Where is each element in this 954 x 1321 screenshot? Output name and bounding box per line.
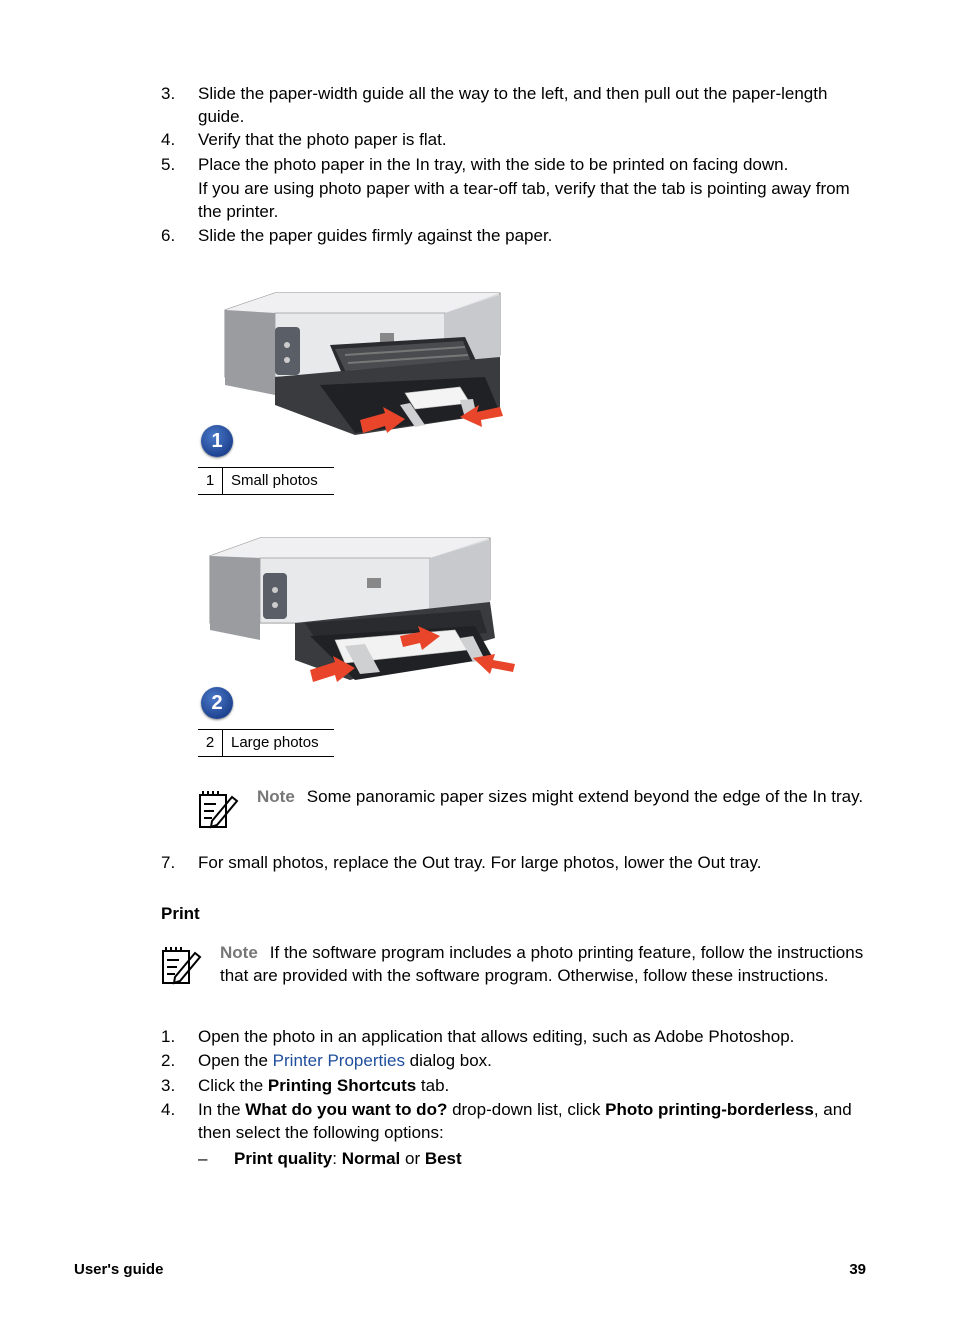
step-5-text: Place the photo paper in the In tray, with the side to be printed on facing down.	[198, 155, 789, 174]
printer-small-photos-illustration	[215, 285, 515, 455]
print-step-3-text	[198, 1074, 868, 1097]
print-step-1-number: 1.	[161, 1027, 176, 1046]
step-5-subtext: If you are using photo paper with a tear-off tab, verify that the tab is pointing away from the printer.	[198, 179, 850, 221]
print-step-2-number: 2.	[161, 1051, 176, 1070]
note-2-label: Note	[220, 943, 258, 962]
figure-1-caption	[198, 467, 334, 495]
figure-2-badge: 2	[201, 687, 233, 719]
step-3-text: Slide the paper-width guide all the way to the left, and then pull out the paper-length guide.	[198, 84, 828, 126]
caption-label: Large photos	[231, 734, 319, 751]
caption-number: 1	[198, 468, 223, 494]
step-7-text: For small photos, replace the Out tray. For large photos, lower the Out tray.	[198, 853, 762, 872]
note-2	[220, 941, 870, 987]
print-step-3-number: 3.	[161, 1076, 176, 1095]
option-dash: –	[198, 1149, 208, 1168]
text-run: Open the	[198, 1051, 273, 1070]
text-run: :	[332, 1149, 342, 1168]
note-icon	[196, 787, 240, 831]
note-1	[257, 785, 869, 808]
caption-number: 2	[198, 730, 223, 756]
footer-guide-title: User's guide	[74, 1261, 164, 1278]
figure-1-badge: 1	[201, 425, 233, 457]
print-quality-option	[234, 1147, 854, 1170]
caption-label: Small photos	[231, 472, 318, 489]
note-2-text: If the software program includes a photo printing feature, follow the instructions that are provided with the software program. Otherwise, follow these instructions.	[220, 943, 864, 985]
option-value-best: Best	[424, 1149, 462, 1168]
text-run: or	[400, 1149, 425, 1168]
step-4-text: Verify that the photo paper is flat.	[198, 130, 447, 149]
figure-2-caption	[198, 729, 334, 757]
text-run: tab.	[416, 1076, 450, 1095]
step-4-number: 4.	[161, 130, 176, 149]
note-1-text: Some panoramic paper sizes might extend beyond the edge of the In tray.	[306, 787, 864, 806]
text-run: dialog box.	[404, 1051, 492, 1070]
note-icon	[159, 943, 203, 987]
print-step-2-text	[198, 1049, 868, 1072]
printing-shortcuts-term: Printing Shortcuts	[267, 1076, 417, 1095]
text-run: Click the	[198, 1076, 268, 1095]
print-step-4-number: 4.	[161, 1100, 176, 1119]
print-heading: Print	[161, 904, 200, 923]
what-do-you-want-term: What do you want to do?	[245, 1100, 448, 1119]
text-run: , and then select the following options:	[198, 1100, 852, 1142]
printer-large-photos-illustration	[205, 528, 525, 693]
step-7-number: 7.	[161, 853, 176, 872]
option-value-normal: Normal	[341, 1149, 401, 1168]
photo-borderless-term: Photo printing-borderless	[605, 1100, 814, 1119]
print-step-1-text: Open the photo in an application that allows editing, such as Adobe Photoshop.	[198, 1027, 795, 1046]
step-6-text: Slide the paper guides firmly against the paper.	[198, 226, 553, 245]
option-label: Print quality	[234, 1149, 333, 1168]
page-number: 39	[849, 1261, 866, 1278]
step-3-number: 3.	[161, 84, 176, 103]
printer-properties-link[interactable]: Printer Properties	[272, 1051, 405, 1070]
text-run: In the	[198, 1100, 246, 1119]
step-5-number: 5.	[161, 155, 176, 174]
text-run: drop-down list, click	[447, 1100, 606, 1119]
print-step-4-text	[198, 1098, 868, 1144]
step-6-number: 6.	[161, 226, 176, 245]
note-1-label: Note	[257, 787, 295, 806]
